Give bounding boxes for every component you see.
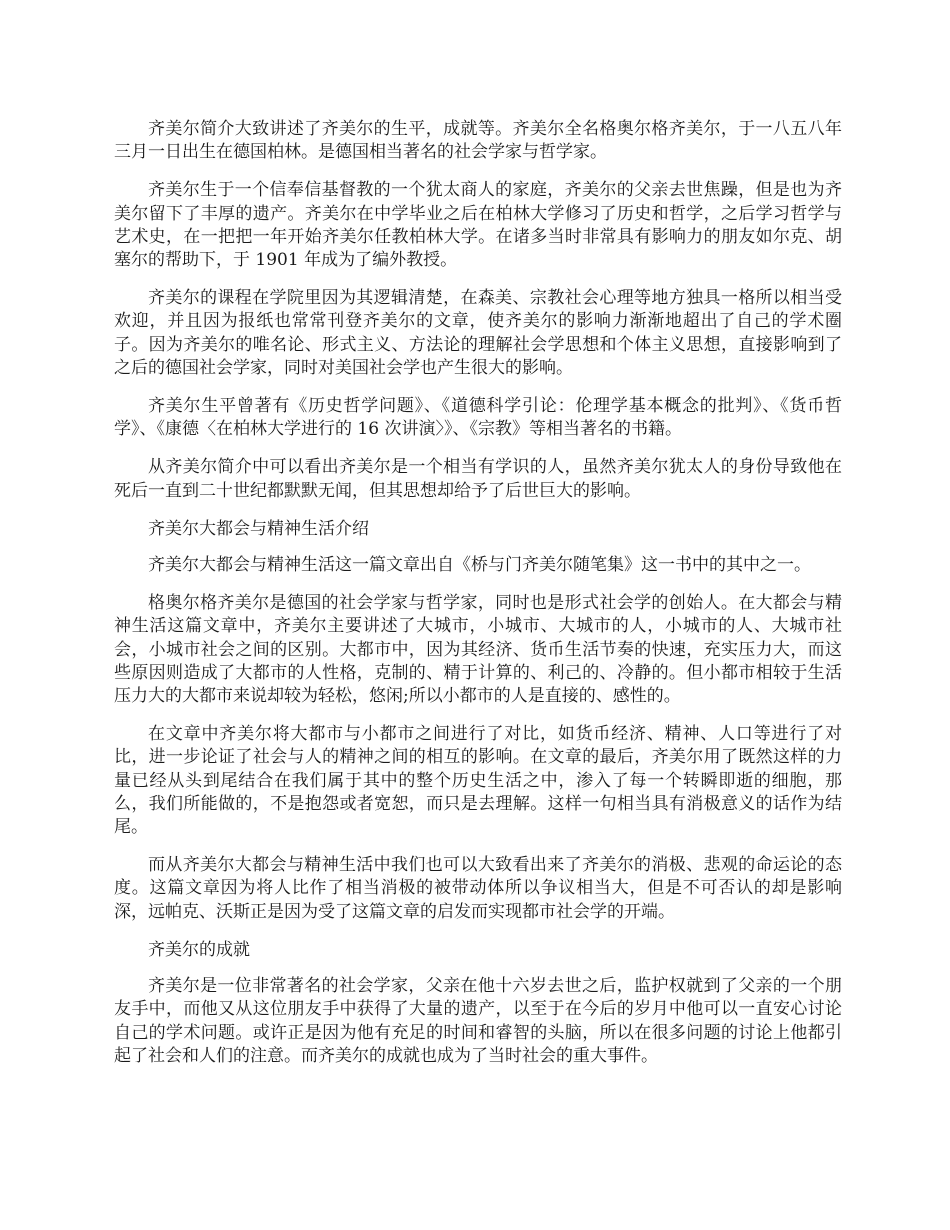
paragraph-metropolis-source: 齐美尔大都会与精神生活这一篇文章出自《桥与门齐美尔随笔集》这一书中的其中之一。 xyxy=(148,555,811,576)
paragraph-influence: 齐美尔的课程在学院里因为其逻辑清楚，在森美、宗教社会心理等地方独具一格所以相当受欢迎，并且因为报纸也常常刊登齐美尔的文章，使齐美尔的影响力渐渐地超出了自己的学术圈子。因为齐美尔的唯名论、形式主义、方法论的理解社会学思想和个体主义思想，直接影响到了之后的德国社会学家，同时对美国社会学也产生很大的影响。 xyxy=(114,288,842,378)
paragraph-works: 齐美尔生平曾著有《历史哲学问题》、《道德科学引论：伦理学基本概念的批判》、《货币哲学》、《康德〈在柏林大学进行的 16 次讲演〉》、《宗教》等相当著名的书籍。 xyxy=(114,396,842,440)
paragraph-metropolis-comparison: 在文章中齐美尔将大都市与小都市之间进行了对比，如货币经济、精神、人口等进行了对比，进一步论证了社会与人的精神之间的相互的影响。在文章的最后，齐美尔用了既然这样的力量已经从头到尾结合在我们属于其中的整个历史生活之中，渗入了每一个转瞬即逝的细胞，那么，我们所能做的，不是抱怨或者宽恕，而只是去理解。这样一句相当具有消极意义的话作为结尾。 xyxy=(114,724,842,838)
section-heading-achievements: 齐美尔的成就 xyxy=(148,939,250,960)
paragraph-achievements: 齐美尔是一位非常著名的社会学家，父亲在他十六岁去世之后，监护权就到了父亲的一个朋友手中，而他又从这位朋友手中获得了大量的遗产，以至于在今后的岁月中他可以一直安心讨论自己的学术问题。或许正是因为他有充足的时间和睿智的头脑，所以在很多问题的讨论上他都引起了社会和人们的注意。而齐美尔的成就也成为了当时社会的重大事件。 xyxy=(114,976,842,1066)
paragraph-summary: 从齐美尔简介中可以看出齐美尔是一个相当有学识的人，虽然齐美尔犹太人的身份导致他在死后一直到二十世纪都默默无闻，但其思想却给予了后世巨大的影响。 xyxy=(114,457,842,501)
section-heading-metropolis: 齐美尔大都会与精神生活介绍 xyxy=(148,518,369,539)
paragraph-intro: 齐美尔简介大致讲述了齐美尔的生平，成就等。齐美尔全名格奥尔格齐美尔，于一八五八年三月一日出生在德国柏林。是德国相当著名的社会学家与哲学家。 xyxy=(114,119,842,163)
paragraph-metropolis-attitude: 而从齐美尔大都会与精神生活中我们也可以大致看出来了齐美尔的消极、悲观的命运论的态度。这篇文章因为将人比作了相当消极的被带动体所以争议相当大，但是不可否认的却是影响深，远帕克、沃斯正是因为受了这篇文章的启发而实现都市社会学的开端。 xyxy=(114,855,842,922)
paragraph-biography: 齐美尔生于一个信奉信基督教的一个犹太商人的家庭，齐美尔的父亲去世焦躁，但是也为齐美尔留下了丰厚的遗产。齐美尔在中学毕业之后在柏林大学修习了历史和哲学，之后学习哲学与艺术史，在一把把一年开始齐美尔任教柏林大学。在诸多当时非常具有影响力的朋友如尔克、胡塞尔的帮助下，于 1901 年成为了编外教授。 xyxy=(114,180,842,271)
document-body xyxy=(114,118,842,1083)
paragraph-metropolis-content: 格奥尔格齐美尔是德国的社会学家与哲学家，同时也是形式社会学的创始人。在大都会与精神生活这篇文章中，齐美尔主要讲述了大城市，小城市、大城市的人，小城市的人、大城市社会，小城市社会之间的区别。大都市中，因为其经济、货币生活节奏的快速，充实压力大，而这些原因则造成了大都市的人性格，克制的、精于计算的、利己的、冷静的。但小都市相较于生活压力大的大都市来说却较为轻松，悠闲;所以小都市的人是直接的、感性的。 xyxy=(114,593,842,707)
